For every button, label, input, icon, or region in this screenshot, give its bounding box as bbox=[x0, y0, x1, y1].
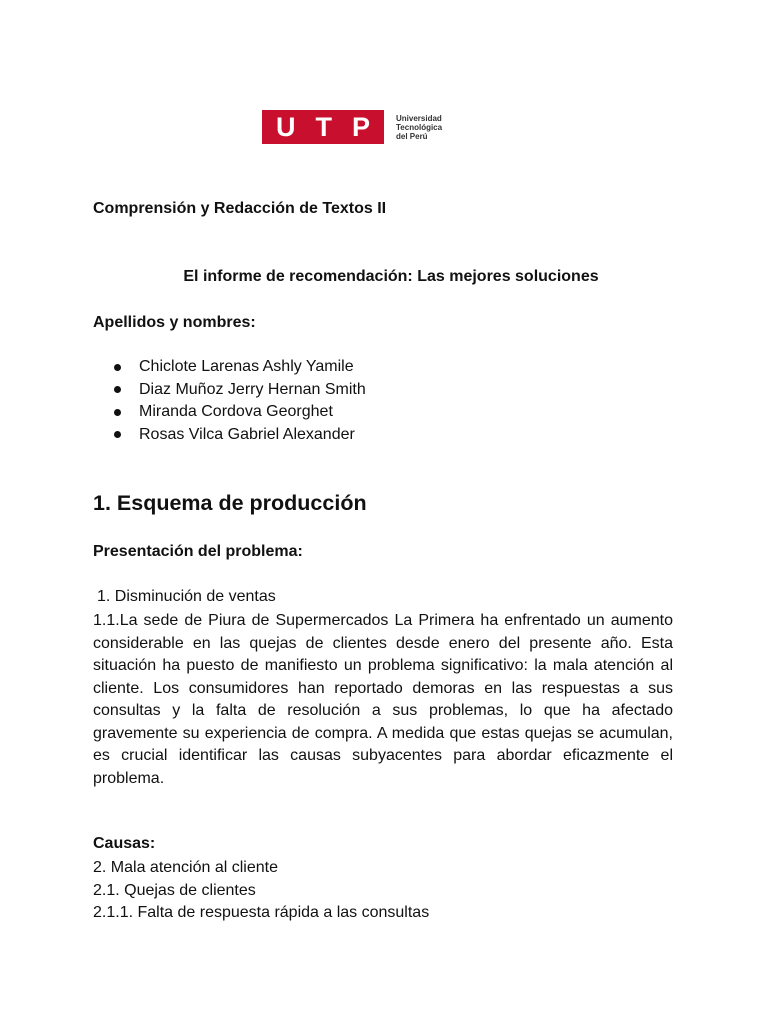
logo-mark bbox=[262, 110, 384, 144]
problem-paragraph: 1.1.La sede de Piura de Supermercados La Primera ha enfrentado un aumento considerable en las quejas de clientes desde enero del presente año. Esta situación ha puesto de manifiesto un problema significativo: la mala atención al cliente. Los consumidores han reportado demoras en las respuestas a sus consultas y la falta de resolución a sus problemas, lo que ha afectado gravemente su experiencia de compra. A medida que estas quejas se acumulan, es crucial identificar las causas subyacentes para abordar eficazmente el problema. bbox=[93, 612, 673, 787]
list-item bbox=[114, 401, 366, 424]
bullet-icon bbox=[114, 386, 121, 393]
logo-letter-u: U bbox=[275, 112, 296, 142]
logo-wordmark bbox=[396, 114, 442, 141]
document-title: El informe de recomendación: Las mejores soluciones bbox=[183, 268, 599, 285]
problem-item: 1. Disminución de ventas bbox=[97, 588, 276, 605]
cause-line: 2. Mala atención al cliente bbox=[93, 859, 278, 876]
names-label: Apellidos y nombres: bbox=[93, 314, 256, 331]
bullet-icon bbox=[114, 364, 121, 371]
student-name: Diaz Muñoz Jerry Hernan Smith bbox=[139, 380, 366, 398]
bullet-icon bbox=[114, 409, 121, 416]
logo-letter-t: T bbox=[315, 112, 332, 142]
logo-line: Tecnológica bbox=[396, 122, 443, 132]
list-item bbox=[114, 424, 366, 447]
logo-letter-p: P bbox=[351, 112, 370, 142]
list-item bbox=[114, 356, 366, 379]
cause-line: 2.1. Quejas de clientes bbox=[93, 881, 256, 899]
course-name: Comprensión y Redacción de Textos II bbox=[93, 200, 387, 217]
student-name: Chiclote Larenas Ashly Yamile bbox=[139, 358, 354, 375]
section-heading: 1. Esquema de producción bbox=[93, 491, 367, 515]
logo-line: del Perú bbox=[396, 131, 428, 141]
cause-line: 2.1.1. Falta de respuesta rápida a las consultas bbox=[93, 904, 430, 921]
bullet-icon bbox=[114, 431, 121, 438]
utp-logo bbox=[262, 110, 442, 144]
section-subheading: Presentación del problema: bbox=[93, 543, 303, 560]
student-name: Rosas Vilca Gabriel Alexander bbox=[139, 425, 355, 443]
names-list bbox=[114, 356, 366, 446]
causes-list bbox=[93, 857, 429, 925]
causes-label: Causas: bbox=[93, 835, 156, 852]
list-item bbox=[114, 379, 366, 402]
student-name: Miranda Cordova Georghet bbox=[139, 403, 333, 420]
logo-line: Universidad bbox=[396, 113, 442, 123]
